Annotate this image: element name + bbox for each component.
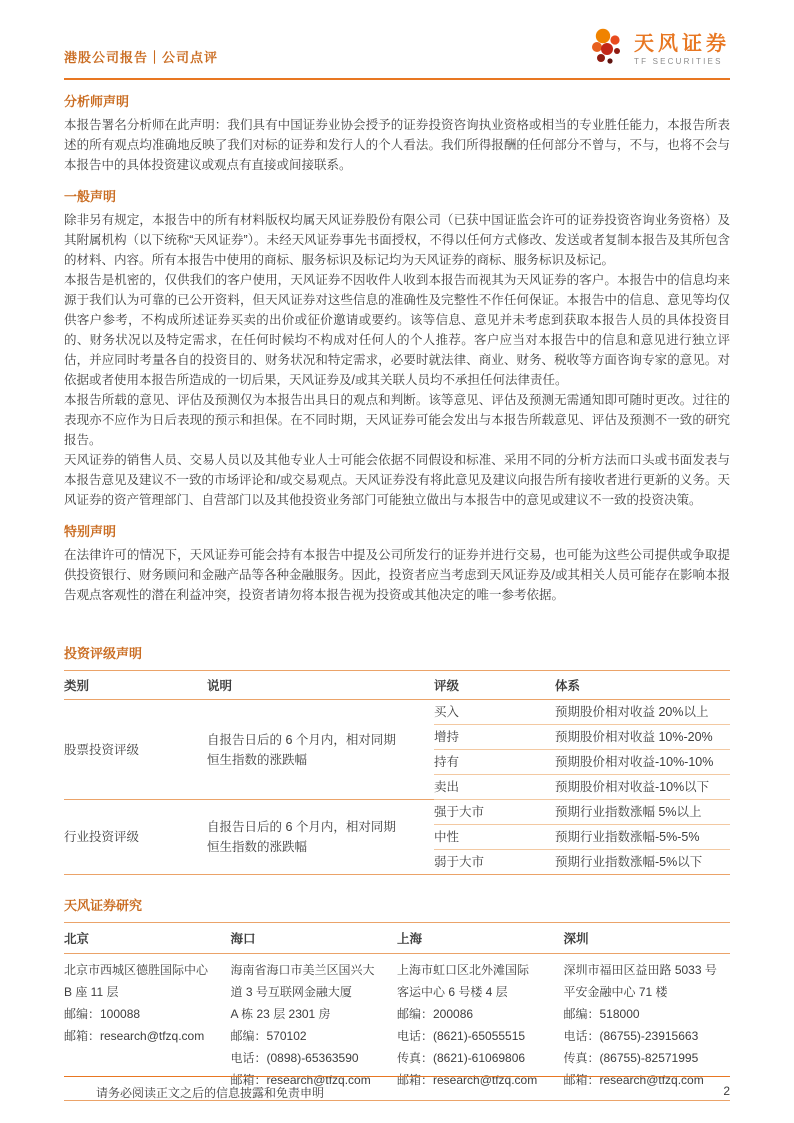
office-address-line: A 栋 23 层 2301 房 [230, 1007, 331, 1021]
general-paragraph: 除非另有规定，本报告中的所有材料版权均属天风证券股份有限公司（已获中国证监会许可的证券投资咨询业务资格）及其附属机构（以下统称“天风证券”）。未经天风证券事先书面授权，不得以任何方式修改、发送或者复制本报告及其所包含的材料、内容。所有本报告中使用的商标、服务标识及标记均为天风证券的商标、服务标识及标记。 [64, 213, 730, 267]
brand-name-en: TF SECURITIES [634, 57, 723, 66]
analyst-statement-section [64, 93, 730, 175]
rating-table [64, 670, 730, 875]
research-offices-section [64, 897, 730, 1101]
office-city-beijing: 北京 [64, 923, 231, 954]
office-postcode: 邮编：100088 [64, 1007, 141, 1021]
rating-table-header-row [64, 671, 730, 700]
rating-category-industry: 行业投资评级 [64, 800, 207, 875]
rating-col-header-rating: 评级 [434, 671, 555, 700]
rating-system: 预期股价相对收益 10%-20% [555, 725, 730, 750]
office-address-line: B 座 11 层 [64, 985, 119, 999]
page-footer [64, 1076, 730, 1101]
office-address-line: 客运中心 6 号楼 4 层 [397, 985, 508, 999]
general-paragraph: 本报告是机密的，仅供我们的客户使用，天风证券不因收件人收到本报告而视其为天风证券的客户。本报告中的信息均来源于我们认为可靠的已公开资料，但天风证券对这些信息的准确性及完整性不作任何保证。本报告中的信息、意见等均仅供客户参考，不构成所述证券买卖的出价或征价邀请或要约。该等信息、意见并未考虑到获取本报告人员的具体投资目的、财务状况以及特定需求，在任何时候均不构成对任何人的个人推荐。客户应当对本报告中的信息和意见进行独立评估，并应同时考量各自的投资目的、财务状况和特定需求，必要时就法律、商业、财务、税收等方面咨询专家的意见。对依据或者使用本报告所造成的一切后果，天风证券及/或其关联人员均不承担任何法律责任。 [64, 273, 730, 387]
office-phone: 电话：(86755)-23915663 [563, 1029, 699, 1043]
office-postcode: 邮编：518000 [563, 1007, 640, 1021]
breadcrumb: 港股公司报告｜公司点评 [64, 50, 219, 65]
offices-header-row [64, 923, 730, 954]
footer-disclaimer: 请务必阅读正文之后的信息披露和免责申明 [96, 1086, 325, 1100]
rating-system: 预期行业指数涨幅 5%以上 [555, 800, 730, 825]
office-postcode: 邮编：200086 [397, 1007, 474, 1021]
tf-securities-flame-icon [589, 27, 625, 72]
office-address-line: 深圳市福田区益田路 5033 号 [563, 963, 717, 977]
rating-level: 持有 [434, 750, 555, 775]
office-fax: 传真：(8621)-61069806 [397, 1051, 526, 1065]
page-header [64, 28, 730, 80]
rating-statement-section [64, 645, 730, 875]
rating-col-header-system: 体系 [555, 671, 730, 700]
office-city-haikou: 海口 [231, 923, 398, 954]
rating-row [64, 700, 730, 725]
rating-description-industry: 自报告日后的 6 个月内，相对同期恒生指数的涨跌幅 [207, 800, 434, 875]
office-address-line: 北京市西城区德胜国际中心 [64, 963, 209, 977]
office-email: 邮箱：research@tfzq.com [64, 1029, 205, 1043]
office-address-line: 平安金融中心 71 楼 [563, 985, 668, 999]
office-city-shenzhen: 深圳 [564, 923, 731, 954]
office-email: 邮箱：research@tfzq.com [230, 1073, 371, 1087]
rating-category-stock: 股票投资评级 [64, 700, 207, 800]
office-city-shanghai: 上海 [397, 923, 564, 954]
rating-level: 买入 [434, 700, 555, 725]
general-statement-body [64, 210, 730, 510]
rating-system: 预期行业指数涨幅-5%以下 [555, 850, 730, 875]
office-address-line: 上海市虹口区北外滩国际 [397, 963, 530, 977]
rating-level: 强于大市 [434, 800, 555, 825]
rating-system: 预期股价相对收益-10%以下 [555, 775, 730, 800]
special-statement-body: 在法律许可的情况下，天风证券可能会持有本报告中提及公司所发行的证券并进行交易，也可能为这些公司提供或争取提供投资银行、财务顾问和金融产品等各种金融服务。因此，投资者应当考虑到天风证券及/或其相关人员可能存在影响本报告观点客观性的潜在利益冲突，投资者请勿将本报告视为投资或其他决定的唯一参考依据。 [64, 548, 730, 602]
rating-level: 增持 [434, 725, 555, 750]
office-email: 邮箱：research@tfzq.com [397, 1073, 538, 1087]
rating-system: 预期股价相对收益 20%以上 [555, 700, 730, 725]
rating-col-header-category: 类别 [64, 671, 207, 700]
brand-logo-text [634, 33, 730, 66]
general-paragraph: 天风证券的销售人员、交易人员以及其他专业人士可能会依据不同假设和标准、采用不同的分析方法而口头或书面发表与本报告意见及建议不一致的市场评论和/或交易观点。天风证券没有将此意见及建议向报告所有接收者进行更新的义务。天风证券的资产管理部门、自营部门以及其他投资业务部门可能独立做出与本报告中的意见或建议不一致的投资决策。 [64, 453, 730, 507]
general-statement-title: 一般声明 [64, 189, 117, 204]
rating-system: 预期股价相对收益-10%-10% [555, 750, 730, 775]
special-statement-section [64, 523, 730, 605]
page-number: 2 [723, 1084, 730, 1098]
analyst-statement-body: 本报告署名分析师在此声明：我们具有中国证券业协会授予的证券投资咨询执业资格或相当的专业胜任能力，本报告所表述的所有观点均准确地反映了我们对标的证券和发行人的个人看法。我们所得报酬的任何部分不曾与，不与，也将不会与本报告中的具体投资建议或观点有直接或间接联系。 [64, 118, 730, 172]
office-address-line: 道 3 号互联网金融大厦 [230, 985, 352, 999]
rating-level: 弱于大市 [434, 850, 555, 875]
office-fax: 传真：(86755)-82571995 [563, 1051, 699, 1065]
office-phone: 电话：(8621)-65055515 [397, 1029, 526, 1043]
rating-row [64, 800, 730, 825]
brand-logo [589, 27, 730, 72]
footer-divider [64, 1076, 730, 1077]
rating-level: 中性 [434, 825, 555, 850]
rating-level: 卖出 [434, 775, 555, 800]
rating-statement-title: 投资评级声明 [64, 646, 143, 661]
office-email: 邮箱：research@tfzq.com [563, 1073, 704, 1087]
rating-description-stock: 自报告日后的 6 个月内，相对同期恒生指数的涨跌幅 [207, 700, 434, 800]
research-offices-table [64, 922, 730, 1101]
analyst-statement-title: 分析师声明 [64, 94, 130, 109]
office-phone: 电话：(0898)-65363590 [230, 1051, 359, 1065]
rating-col-header-description: 说明 [207, 671, 434, 700]
office-address-line: 海南省海口市美兰区国兴大 [230, 963, 375, 977]
rating-system: 预期行业指数涨幅-5%-5% [555, 825, 730, 850]
brand-name-cn: 天风证券 [634, 33, 730, 55]
general-statement-section [64, 188, 730, 510]
general-paragraph: 本报告所载的意见、评估及预测仅为本报告出具日的观点和判断。该等意见、评估及预测无需通知即可随时更改。过往的表现亦不应作为日后表现的预示和担保。在不同时期，天风证券可能会发出与本报告所载意见、评估及预测不一致的研究报告。 [64, 393, 730, 447]
office-postcode: 邮编：570102 [230, 1029, 307, 1043]
research-section-title: 天风证券研究 [64, 898, 143, 913]
special-statement-title: 特别声明 [64, 524, 117, 539]
